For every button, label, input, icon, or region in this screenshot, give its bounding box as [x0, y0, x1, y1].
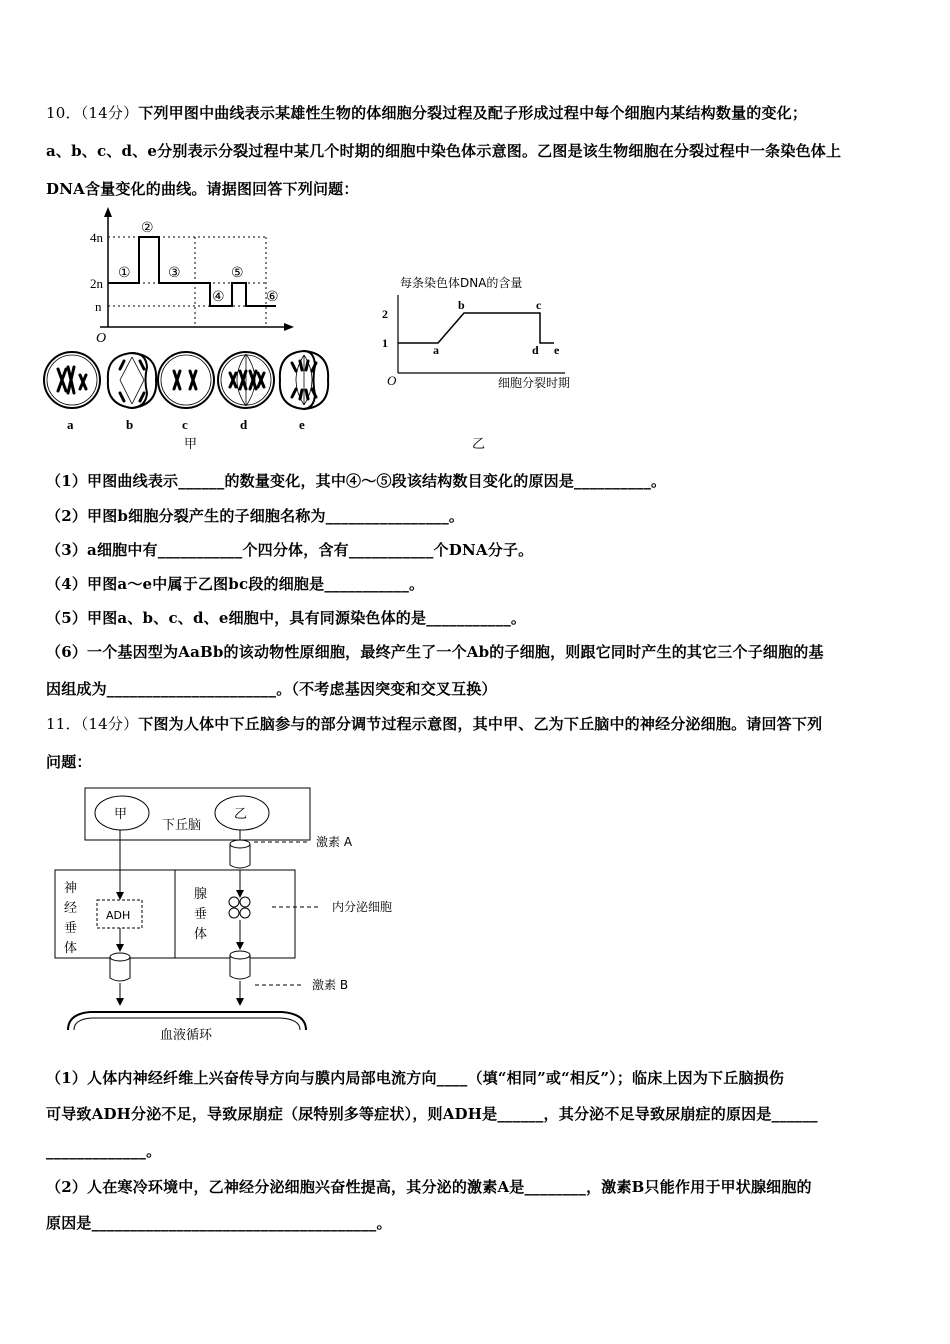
jia-seg-5: ⑤	[231, 265, 244, 281]
jia-y-arrow	[104, 207, 112, 217]
hypothalamus-label: 下丘脑	[162, 818, 202, 833]
q10-sub-5: （5）甲图a、b、c、d、e细胞中，具有同源染色体的是___________。	[46, 609, 527, 627]
jia-x-arrow	[284, 323, 294, 331]
q11-score: （14分）	[80, 715, 139, 733]
q11-number: 11．	[46, 715, 81, 733]
cell-label-c: c	[182, 417, 188, 432]
q10-sub-6b: 因组成为______________________。（不考虑基因突变和交叉互换）	[46, 680, 497, 698]
q10-line-2: a、b、c、d、e分别表示分裂过程中某几个时期的细胞中染色体示意图。乙图是该生物细胞在分裂过程中一条染色体上	[46, 142, 842, 160]
q10-sub-3: （3）a细胞中有___________个四分体，含有___________个DNA分子。	[46, 541, 534, 559]
cell-yi-label: 乙	[234, 807, 248, 822]
figure-yi	[370, 255, 610, 455]
jia-seg-1: ①	[118, 265, 131, 281]
q10-stem-1: 下列甲图中曲线表示某雄性生物的体细胞分裂过程及配子形成过程中每个细胞内某结构数量的变化；	[138, 104, 808, 122]
hormone-b-label: 激素 B	[312, 978, 349, 992]
jia-caption: 甲	[184, 437, 198, 452]
jia-y-label-4n: 4n	[90, 230, 103, 245]
q10-sub-6a: （6）一个基因型为AaBb的该动物性原细胞，最终产生了一个Ab的子细胞，则跟它同时产生的其它三个子细胞的基	[46, 643, 824, 661]
jia-seg-4: ④	[212, 289, 225, 305]
q11-stem-1: 下图为人体中下丘脑参与的部分调节过程示意图，其中甲、乙为下丘脑中的神经分泌细胞。请回答下列	[138, 715, 823, 733]
cell-label-e: e	[299, 417, 305, 432]
cell-jia-label: 甲	[114, 807, 128, 822]
q10-number: 10．	[46, 104, 81, 122]
q11-sub-1b: 可导致ADH分泌不足，导致尿崩症（尿特别多等症状），则ADH是______，其分泌不足导致尿崩症的原因是______	[46, 1105, 818, 1123]
posterior-char-2: 经	[64, 901, 78, 916]
figure-jia	[40, 205, 340, 455]
yi-title: 每条染色体DNA的含量	[400, 276, 523, 290]
jia-y-label-n: n	[95, 299, 102, 314]
jia-y-label-2n: 2n	[90, 276, 103, 291]
yi-origin: O	[387, 373, 397, 388]
q11-sub-2a: （2）人在寒冷环境中，乙神经分泌细胞兴奋性提高，其分泌的激素A是________，激素B只能作用于甲状腺细胞的	[46, 1178, 812, 1196]
posterior-char-4: 体	[64, 941, 78, 956]
yi-point-d: d	[532, 343, 539, 357]
cell-label-d: d	[240, 417, 248, 432]
cell-a-illustration	[44, 352, 100, 408]
jia-seg-3: ③	[168, 265, 181, 281]
yi-point-e: e	[554, 343, 560, 357]
posterior-char-1: 神	[64, 881, 78, 896]
q10-line-3: DNA含量变化的曲线。请据图回答下列问题：	[46, 180, 359, 198]
anterior-char-3: 体	[194, 927, 208, 942]
anterior-char-2: 垂	[194, 907, 208, 922]
cell-e-illustration	[280, 351, 328, 409]
yi-tick-2: 2	[382, 307, 388, 321]
yi-point-c: c	[536, 298, 542, 312]
q11-line-2: 问题：	[46, 753, 92, 771]
cell-d-illustration	[218, 352, 274, 408]
anterior-char-1: 腺	[194, 887, 208, 902]
q10-sub-1: （1）甲图曲线表示______的数量变化，其中④～⑤段该结构数目变化的原因是__________。	[46, 472, 667, 490]
yi-point-b: b	[458, 298, 465, 312]
q11-sub-1a: （1）人体内神经纤维上兴奋传导方向与膜内局部电流方向____（填“相同”或“相反”）；临床上因为下丘脑损伤	[46, 1069, 785, 1087]
q10-line-1	[46, 102, 807, 123]
cell-c-illustration	[158, 352, 214, 408]
endocrine-cells	[229, 897, 250, 918]
jia-origin: O	[96, 331, 107, 346]
q10-score: （14分）	[80, 104, 139, 122]
q11-line-1	[46, 713, 822, 734]
yi-caption: 乙	[472, 437, 486, 452]
yi-tick-1: 1	[382, 336, 388, 350]
hormone-a-label: 激素 A	[316, 835, 353, 849]
yi-point-a: a	[433, 343, 439, 357]
q10-sub-2: （2）甲图b细胞分裂产生的子细胞名称为________________。	[46, 507, 465, 525]
storage-cylinder-left	[110, 953, 130, 981]
posterior-char-3: 垂	[64, 921, 78, 936]
q10-sub-4: （4）甲图a～e中属于乙图bc段的细胞是___________。	[46, 575, 425, 593]
q11-sub-1c: _____________。	[46, 1142, 162, 1160]
yi-xlabel: 细胞分裂时期	[498, 376, 571, 390]
cell-label-b: b	[126, 417, 134, 432]
cell-b-illustration	[108, 353, 156, 408]
hormone-a-cylinder	[230, 840, 250, 868]
jia-curve	[108, 237, 276, 306]
hypothalamus-diagram	[50, 780, 430, 1050]
endocrine-label: 内分泌细胞	[332, 900, 393, 914]
cell-label-a: a	[67, 417, 74, 432]
q11-sub-2b: 原因是_____________________________________。	[46, 1214, 392, 1232]
yi-curve	[398, 313, 554, 343]
blood-circulation-label: 血液循环	[160, 1028, 213, 1043]
hormone-b-cylinder	[230, 951, 250, 979]
jia-seg-6: ⑥	[266, 289, 279, 305]
adh-label: ADH	[106, 909, 131, 922]
jia-seg-2: ②	[141, 220, 154, 236]
